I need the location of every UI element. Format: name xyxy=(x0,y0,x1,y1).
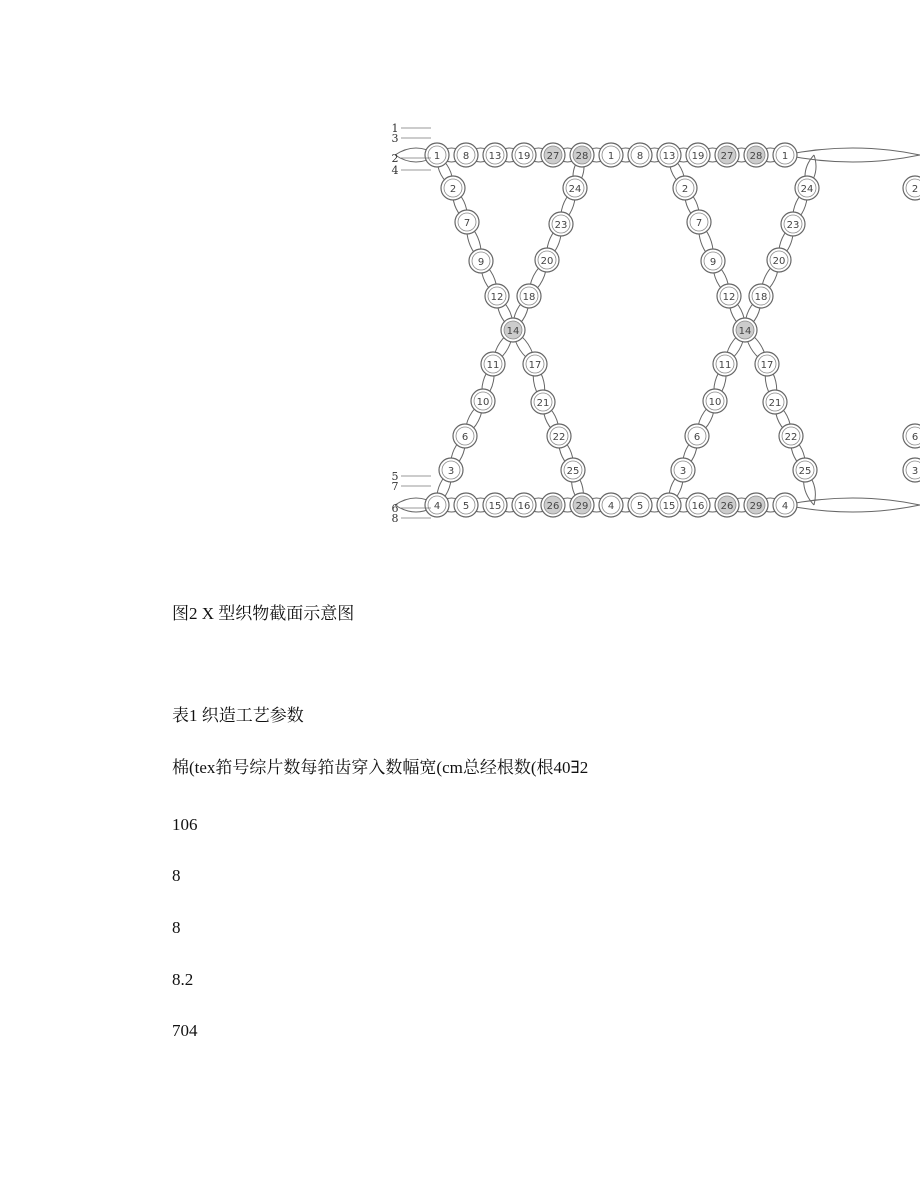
top-row-yarn-5-label: 28 xyxy=(575,151,589,162)
side-bottom-label-8: 8 xyxy=(391,512,399,525)
x0-right-top-yarn-1-label: 23 xyxy=(554,220,568,231)
side-bottom-label-6: 6 xyxy=(391,502,399,515)
edge-partial-yarn-1-label: 6 xyxy=(911,432,919,443)
table-value-total-ends: 704 xyxy=(172,1021,198,1040)
x0-left-bottom-yarn-3-label: 3 xyxy=(447,466,455,477)
edge-partial-yarn-0-label: 2 xyxy=(911,184,919,195)
x1-right-top-yarn-2-label: 20 xyxy=(772,256,786,267)
x0-left-top-yarn-3-label: 12 xyxy=(490,292,504,303)
x1-left-top-yarn-3-label: 12 xyxy=(722,292,736,303)
bottom-row-yarn-9-label: 16 xyxy=(691,501,705,512)
edge-partial-yarn-2-label: 3 xyxy=(911,466,919,477)
x1-center-yarn-label: 14 xyxy=(738,326,752,337)
bottom-row-yarn-12-label: 4 xyxy=(781,501,789,512)
table-value-heald: 8 xyxy=(172,918,181,937)
top-row-yarn-10-label: 27 xyxy=(720,151,734,162)
bottom-row-yarn-0-label: 4 xyxy=(433,501,441,512)
top-row-yarn-8-label: 13 xyxy=(662,151,676,162)
bottom-row-yarn-3-label: 16 xyxy=(517,501,531,512)
x0-right-bottom-yarn-3-label: 25 xyxy=(566,466,580,477)
bottom-row-yarn-7-label: 5 xyxy=(636,501,644,512)
x0-left-top-yarn-0-label: 2 xyxy=(449,184,457,195)
top-row-yarn-6-label: 1 xyxy=(607,151,615,162)
bottom-row-yarn-4-label: 26 xyxy=(546,501,560,512)
figure-caption: 图2 X 型织物截面示意图 xyxy=(172,604,355,623)
x0-right-bottom-yarn-0-label: 17 xyxy=(528,360,542,371)
bottom-row-yarn-2-label: 15 xyxy=(488,501,502,512)
bottom-row-yarn-11-label: 29 xyxy=(749,501,763,512)
x1-right-top-yarn-0-label: 24 xyxy=(800,184,814,195)
x1-left-bottom-yarn-1-label: 10 xyxy=(708,397,722,408)
x1-left-bottom-yarn-0-label: 11 xyxy=(718,360,732,371)
bottom-row-yarn-1-label: 5 xyxy=(462,501,470,512)
bottom-row-yarn-5-label: 29 xyxy=(575,501,589,512)
table-title: 表1 织造工艺参数 xyxy=(172,706,304,725)
side-bottom-label-7: 7 xyxy=(391,480,399,493)
table-value-width: 8.2 xyxy=(172,970,194,989)
x0-center-yarn-label: 14 xyxy=(506,326,520,337)
x0-left-top-yarn-1-label: 7 xyxy=(463,218,471,229)
x1-left-top-yarn-2-label: 9 xyxy=(709,257,717,268)
x1-right-top-yarn-3-label: 18 xyxy=(754,292,768,303)
top-row-yarn-1-label: 8 xyxy=(462,151,470,162)
x0-right-bottom-yarn-1-label: 21 xyxy=(536,398,550,409)
x1-right-top-yarn-1-label: 23 xyxy=(786,220,800,231)
side-top-label-3: 3 xyxy=(391,132,399,145)
top-row-yarn-2-label: 13 xyxy=(488,151,502,162)
x0-right-top-yarn-2-label: 20 xyxy=(540,256,554,267)
x1-right-bottom-yarn-0-label: 17 xyxy=(760,360,774,371)
x1-left-top-yarn-1-label: 7 xyxy=(695,218,703,229)
top-row-yarn-9-label: 19 xyxy=(691,151,705,162)
side-top-label-1: 1 xyxy=(391,122,399,135)
x0-right-bottom-yarn-2-label: 22 xyxy=(552,432,566,443)
side-bottom-label-5: 5 xyxy=(391,470,399,483)
fabric-cross-section-figure xyxy=(385,120,920,535)
x0-left-top-yarn-2-label: 9 xyxy=(477,257,485,268)
x0-left-bottom-yarn-1-label: 10 xyxy=(476,397,490,408)
top-row-yarn-11-label: 28 xyxy=(749,151,763,162)
x0-left-bottom-yarn-0-label: 11 xyxy=(486,360,500,371)
top-row-yarn-7-label: 8 xyxy=(636,151,644,162)
bottom-row-yarn-10-label: 26 xyxy=(720,501,734,512)
x0-right-top-yarn-3-label: 18 xyxy=(522,292,536,303)
x1-right-bottom-yarn-1-label: 21 xyxy=(768,398,782,409)
side-top-label-2: 2 xyxy=(391,152,399,165)
x0-right-top-yarn-0-label: 24 xyxy=(568,184,582,195)
x1-left-top-yarn-0-label: 2 xyxy=(681,184,689,195)
top-row-yarn-0-label: 1 xyxy=(433,151,441,162)
x0-left-bottom-yarn-2-label: 6 xyxy=(461,432,469,443)
top-row-yarn-4-label: 27 xyxy=(546,151,560,162)
bottom-row-yarn-8-label: 15 xyxy=(662,501,676,512)
table-value-fineness: 106 xyxy=(172,815,198,834)
table-header-row: 棉(tex筘号综片数每筘齿穿入数幅宽(cm总经根数(根40∃2 xyxy=(172,758,589,777)
x1-right-bottom-yarn-3-label: 25 xyxy=(798,466,812,477)
top-row-yarn-12-label: 1 xyxy=(781,151,789,162)
top-row-yarn-3-label: 19 xyxy=(517,151,531,162)
bottom-row-yarn-6-label: 4 xyxy=(607,501,615,512)
x1-left-bottom-yarn-3-label: 3 xyxy=(679,466,687,477)
x1-right-bottom-yarn-2-label: 22 xyxy=(784,432,798,443)
x1-left-bottom-yarn-2-label: 6 xyxy=(693,432,701,443)
side-top-label-4: 4 xyxy=(391,164,399,177)
table-value-reed: 8 xyxy=(172,866,181,885)
